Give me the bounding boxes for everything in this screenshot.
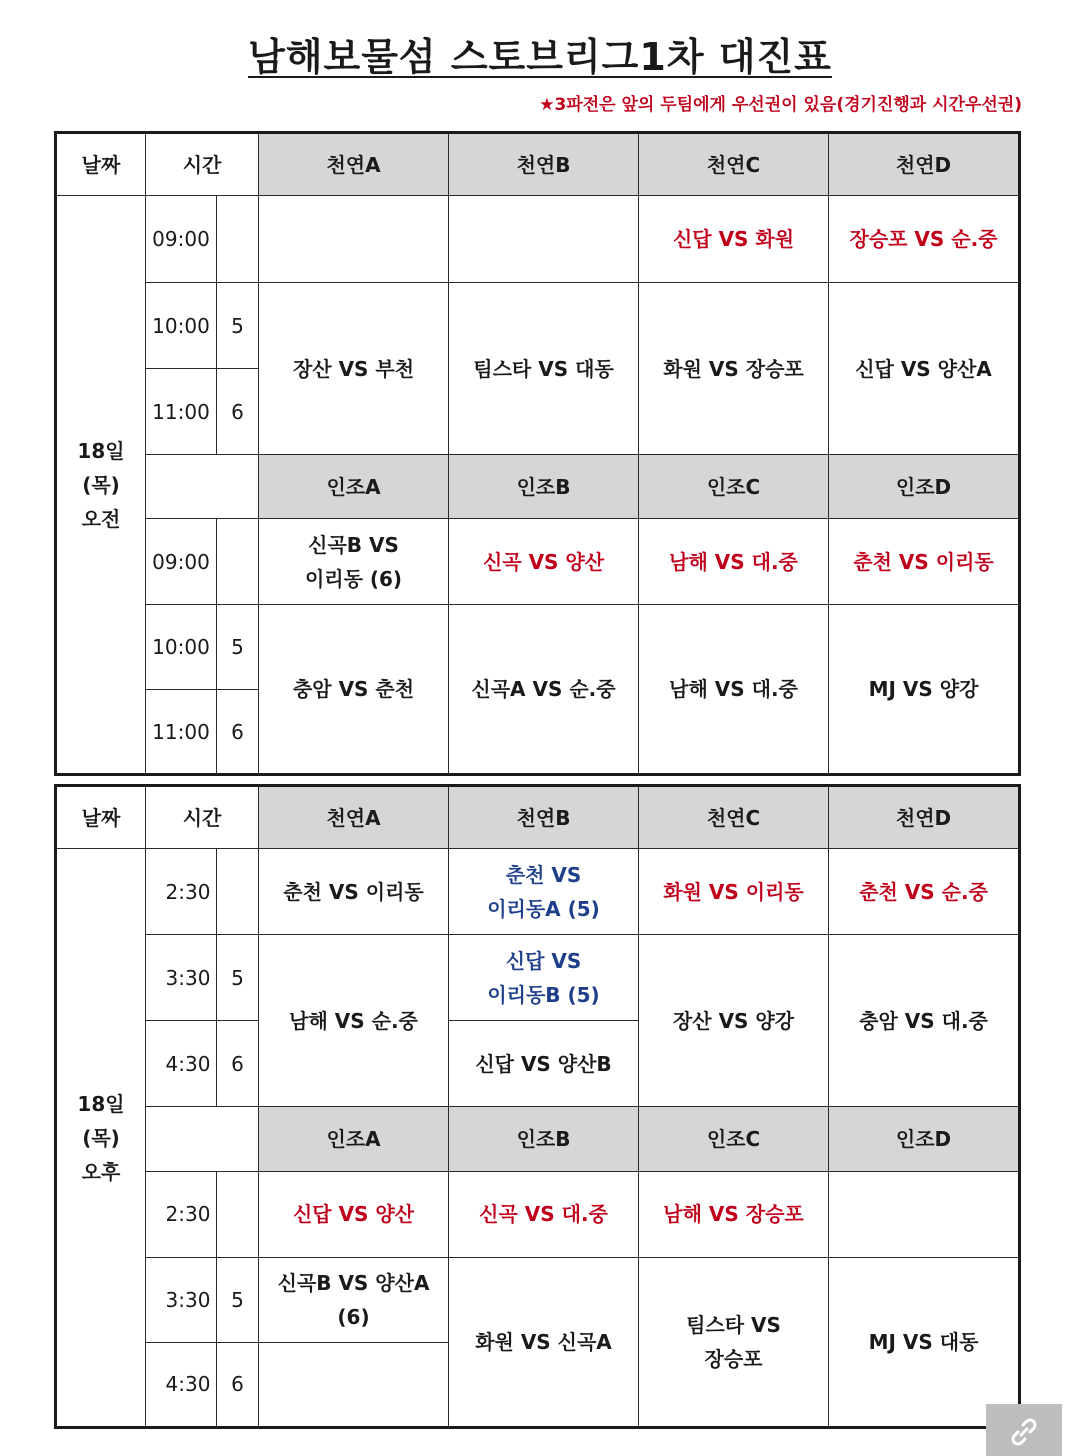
match-count-cell: 5 (217, 605, 259, 690)
morning-schedule-table (54, 131, 1021, 776)
match-cell: 춘천 VS 이리동 (829, 519, 1020, 605)
match-cell: 신곡 VS 대.중 (449, 1171, 639, 1257)
match-cell (449, 196, 639, 283)
date-header: 날짜 (56, 133, 146, 196)
date-cell: 18일 (목) 오후 (56, 849, 146, 1428)
time-cell: 3:30 (146, 935, 217, 1021)
field-header: 천연C (639, 786, 829, 849)
match-count-cell: 5 (217, 935, 259, 1021)
match-count-cell: 6 (217, 1021, 259, 1107)
field-header: 인조C (639, 1107, 829, 1171)
match-cell: 충암 VS 춘천 (259, 605, 449, 775)
field-header: 인조D (829, 1107, 1020, 1171)
match-count-cell: 6 (217, 369, 259, 455)
match-cell: 신답 VS 양산A (829, 283, 1020, 455)
match-cell: 남해 VS 대.중 (639, 519, 829, 605)
match-cell (259, 196, 449, 283)
empty-cell (146, 1107, 259, 1171)
field-header: 천연D (829, 133, 1020, 196)
match-cell (829, 1171, 1020, 1257)
match-cell: 장승포 VS 순.중 (829, 196, 1020, 283)
match-cell: 신답 VS 이리동B (5) (449, 935, 639, 1021)
date-header: 날짜 (56, 786, 146, 849)
match-cell: 춘천 VS 이리동 (259, 849, 449, 935)
field-header: 천연D (829, 786, 1020, 849)
time-cell: 09:00 (146, 196, 217, 283)
match-cell: 신답 VS 화원 (639, 196, 829, 283)
match-cell: 화원 VS 이리동 (639, 849, 829, 935)
field-header: 천연B (449, 133, 639, 196)
priority-note: ★3파전은 앞의 두팀에게 우선권이 있음(경기진행과 시간우선권) (539, 95, 1022, 115)
share-link-button[interactable] (986, 1404, 1062, 1456)
match-cell: 팀스타 VS 대동 (449, 283, 639, 455)
match-cell: 장산 VS 부천 (259, 283, 449, 455)
match-count-cell (217, 849, 259, 935)
field-header: 인조D (829, 455, 1020, 519)
match-count-cell: 6 (217, 1342, 259, 1427)
match-count-cell: 6 (217, 690, 259, 775)
match-cell: 충암 VS 대.중 (829, 935, 1020, 1107)
match-cell: 신답 VS 양산B (449, 1021, 639, 1107)
time-cell: 2:30 (146, 1171, 217, 1257)
match-cell: 춘천 VS 이리동A (5) (449, 849, 639, 935)
field-header: 인조A (259, 455, 449, 519)
match-cell: 남해 VS 순.중 (259, 935, 449, 1107)
field-header: 천연C (639, 133, 829, 196)
date-cell: 18일 (목) 오전 (56, 196, 146, 775)
time-cell: 11:00 (146, 369, 217, 455)
time-cell: 09:00 (146, 519, 217, 605)
match-cell: 화원 VS 장승포 (639, 283, 829, 455)
time-cell: 10:00 (146, 283, 217, 369)
match-cell: 신곡B VS 양산A (6) (259, 1257, 449, 1342)
match-cell: 신곡 VS 양산 (449, 519, 639, 605)
match-cell: 남해 VS 대.중 (639, 605, 829, 775)
match-cell: 춘천 VS 순.중 (829, 849, 1020, 935)
field-header: 인조A (259, 1107, 449, 1171)
match-count-cell: 5 (217, 1257, 259, 1342)
match-cell: 신곡A VS 순.중 (449, 605, 639, 775)
field-header: 인조C (639, 455, 829, 519)
time-cell: 4:30 (146, 1342, 217, 1427)
match-count-cell (217, 196, 259, 283)
match-cell: 장산 VS 양강 (639, 935, 829, 1107)
time-header: 시간 (146, 133, 259, 196)
field-header: 인조B (449, 1107, 639, 1171)
match-cell: 화원 VS 신곡A (449, 1257, 639, 1427)
afternoon-schedule-table (54, 784, 1021, 1429)
time-header: 시간 (146, 786, 259, 849)
empty-cell (146, 455, 259, 519)
match-cell: 팀스타 VS 장승포 (639, 1257, 829, 1427)
empty-cell (259, 1342, 449, 1427)
match-cell: MJ VS 양강 (829, 605, 1020, 775)
match-count-cell (217, 519, 259, 605)
time-cell: 4:30 (146, 1021, 217, 1107)
match-count-cell (217, 1171, 259, 1257)
field-header: 천연B (449, 786, 639, 849)
field-header: 인조B (449, 455, 639, 519)
time-cell: 11:00 (146, 690, 217, 775)
match-cell: 신곡B VS 이리동 (6) (259, 519, 449, 605)
field-header: 천연A (259, 786, 449, 849)
match-cell: 남해 VS 장승포 (639, 1171, 829, 1257)
match-cell: MJ VS 대동 (829, 1257, 1020, 1427)
match-cell: 신답 VS 양산 (259, 1171, 449, 1257)
field-header: 천연A (259, 133, 449, 196)
time-cell: 2:30 (146, 849, 217, 935)
match-count-cell: 5 (217, 283, 259, 369)
page-title: 남해보물섬 스토브리그1차 대진표 (248, 35, 832, 79)
time-cell: 10:00 (146, 605, 217, 690)
time-cell: 3:30 (146, 1257, 217, 1342)
link-icon (1004, 1412, 1044, 1452)
